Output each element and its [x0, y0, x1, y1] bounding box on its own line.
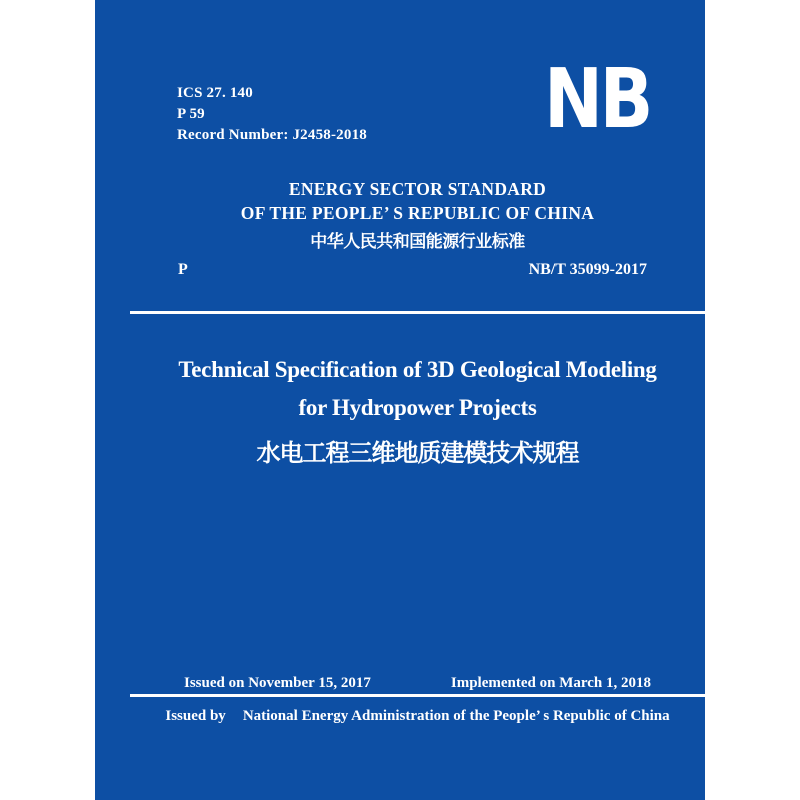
- issued-by-row: [130, 708, 705, 725]
- implemented-on-date: Implemented on March 1, 2018: [450, 675, 651, 691]
- record-number: Record Number: J2458-2018: [177, 127, 367, 143]
- document-title-zh: 水电工程三维地质建模技术规程: [256, 441, 579, 467]
- ics-code: ICS 27. 140: [177, 85, 253, 101]
- standard-cover: [95, 0, 705, 800]
- issued-on-date: Issued on November 15, 2017: [184, 675, 371, 691]
- dates-row: [184, 675, 651, 692]
- standard-number: NB/T 35099-2017: [528, 261, 647, 278]
- class-code: P: [178, 261, 188, 278]
- code-row: [178, 261, 647, 279]
- issued-by-value: National Energy Administration of the People’ s Republic of China: [242, 708, 670, 724]
- standard-heading-en-line1: ENERGY SECTOR STANDARD: [288, 179, 547, 199]
- document-title-en-line2: for Hydropower Projects: [298, 395, 537, 420]
- nb-logo: NB: [544, 52, 650, 147]
- standard-heading-en-line2: OF THE PEOPLE’ S REPUBLIC OF CHINA: [240, 203, 595, 223]
- divider-rule-top: [130, 311, 705, 314]
- document-title-en-line1: Technical Specification of 3D Geological Modeling: [178, 357, 657, 382]
- standard-heading-zh: 中华人民共和国能源行业标准: [310, 232, 525, 251]
- meta-block: [177, 83, 367, 146]
- issued-by-label: Issued by: [165, 708, 226, 724]
- classification-code: P 59: [177, 106, 205, 122]
- divider-rule-bottom: [130, 694, 705, 697]
